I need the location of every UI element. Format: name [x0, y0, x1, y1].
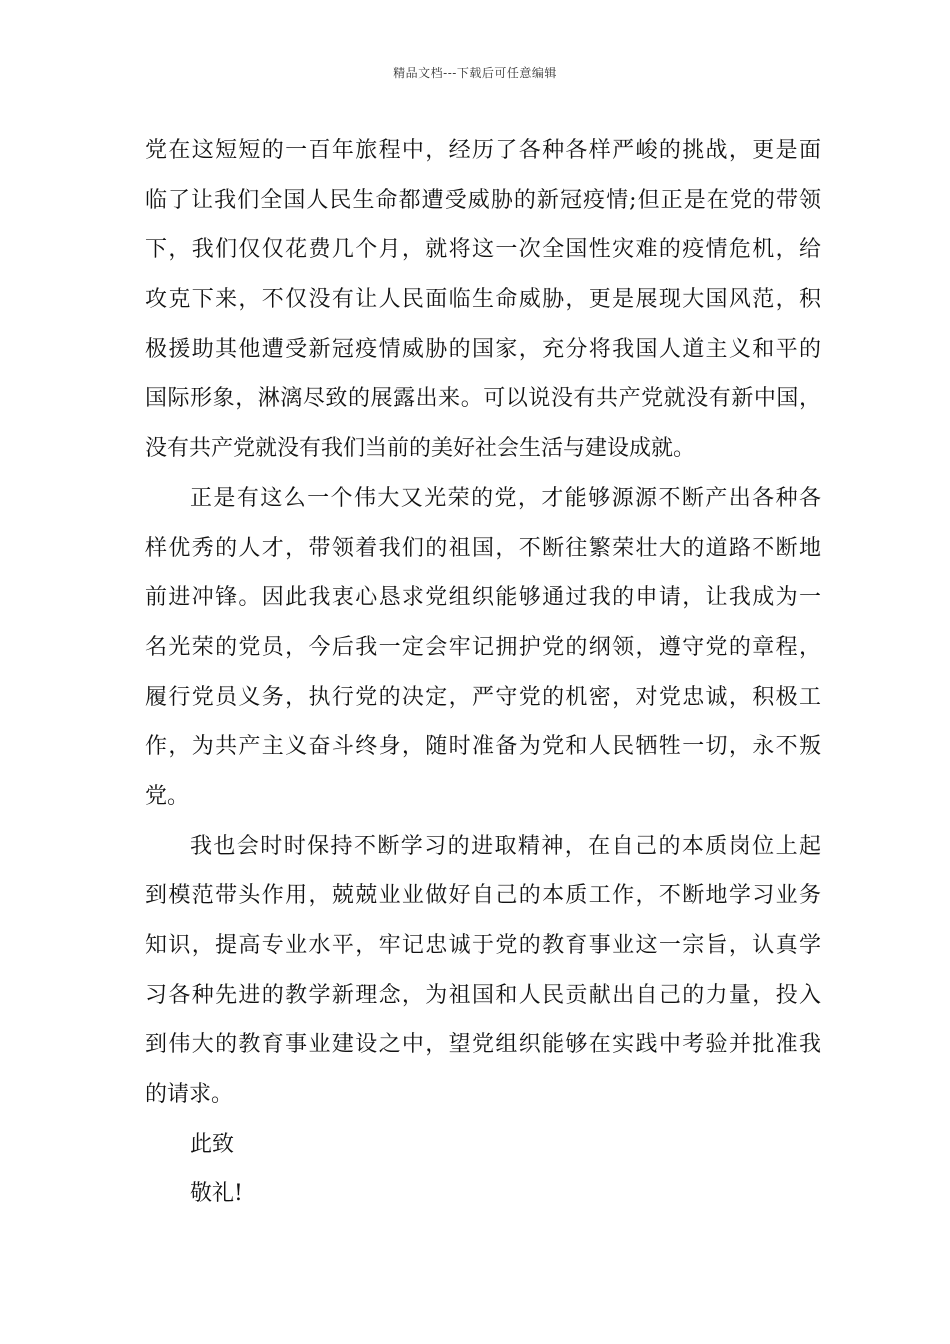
- text-line: 党在这短短的一百年旅程中，经历了各种各样严峻的挑战，更是面: [145, 138, 821, 163]
- text-line: 临了让我们全国人民生命都遭受威胁的新冠疫情;但正是在党的带领: [145, 187, 821, 213]
- text-line: 前进冲锋。因此我衷心恳求党组织能够通过我的申请，让我成为一: [145, 585, 821, 611]
- text-line: 到模范带头作用，兢兢业业做好自己的本质工作，不断地学习业务: [145, 883, 821, 909]
- text-line: 履行党员义务，执行党的决定，严守党的机密，对党忠诚，积极工: [145, 684, 821, 710]
- letter-body: [145, 126, 821, 1219]
- text-line: 习各种先进的教学新理念，为祖国和人民贡献出自己的力量，投入: [145, 982, 821, 1008]
- text-line: 名光荣的党员，今后我一定会牢记拥护党的纲领，遵守党的章程，: [145, 634, 821, 660]
- paragraph-first-line: 我也会时时保持不断学习的进取精神，在自己的本质岗位上起: [190, 833, 821, 859]
- text-line: 的请求。: [145, 1082, 234, 1108]
- text-line: 到伟大的教育事业建设之中，望党组织能够在实践中考验并批准我: [145, 1032, 821, 1058]
- text-line: 党。: [145, 783, 190, 809]
- text-line: 攻克下来，不仅没有让人民面临生命威胁，更是展现大国风范，积: [145, 287, 821, 313]
- text-line: 作，为共产主义奋斗终身，随时准备为党和人民牺牲一切，永不叛: [145, 734, 821, 760]
- paragraph-first-line: 正是有这么一个伟大又光荣的党，才能够源源不断产出各种各: [190, 485, 821, 511]
- text-line: 没有共产党就没有我们当前的美好社会生活与建设成就。: [145, 436, 696, 462]
- text-line: 下，我们仅仅花费几个月，就将这一次全国性灾难的疫情危机，给: [145, 237, 821, 263]
- text-line: 国际形象，淋漓尽致的展露出来。可以说没有共产党就没有新中国，: [145, 386, 821, 412]
- text-line: 极援助其他遭受新冠疫情威胁的国家，充分将我国人道主义和平的: [145, 336, 821, 362]
- closing-regards: 敬礼!: [190, 1181, 243, 1207]
- page-header: 精品文档---下载后可任意编辑: [393, 66, 557, 80]
- closing-salutation: 此致: [190, 1131, 235, 1157]
- text-line: 样优秀的人才，带领着我们的祖国，不断往繁荣壮大的道路不断地: [145, 535, 821, 561]
- text-line: 知识，提高专业水平，牢记忠诚于党的教育事业这一宗旨，认真学: [145, 933, 821, 958]
